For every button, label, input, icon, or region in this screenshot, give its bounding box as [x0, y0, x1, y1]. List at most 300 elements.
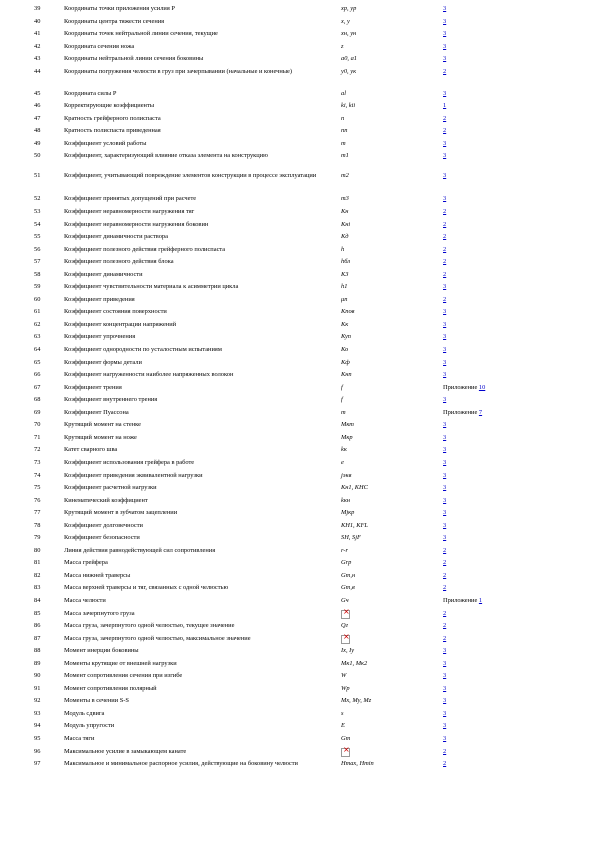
row-symbol: jэкв [341, 471, 352, 479]
row-description: Коэффициент Пуассона [64, 408, 129, 416]
row-reference [443, 259, 446, 266]
table-row [0, 761, 595, 783]
reference-link[interactable]: 3 [443, 358, 447, 366]
row-number: 97 [34, 760, 41, 768]
table-row [0, 234, 595, 247]
row-reference [443, 222, 446, 229]
row-description: Коэффициент внутреннего трения [64, 396, 158, 404]
row-number: 81 [34, 559, 41, 567]
reference-link[interactable]: 2 [443, 233, 447, 241]
reference-link[interactable]: 3 [443, 722, 447, 730]
reference-link[interactable]: 2 [443, 546, 447, 554]
row-number: 85 [34, 609, 41, 617]
row-number: 48 [34, 127, 41, 135]
table-row [0, 103, 595, 116]
reference-link[interactable]: 10 [478, 383, 486, 391]
table-row [0, 598, 595, 611]
reference-link[interactable]: 3 [443, 17, 447, 25]
row-number: 95 [34, 734, 41, 742]
row-description: Коэффициент трения [64, 383, 122, 391]
row-symbol: Кн1, КНС [341, 484, 368, 492]
row-reference [443, 347, 446, 354]
row-symbol: m [341, 139, 346, 147]
row-symbol: kк [341, 446, 347, 454]
reference-link[interactable]: 3 [443, 709, 447, 717]
row-reference [443, 585, 446, 592]
row-description: Координаты погружения челюсти в груз при зачерпывании (начальные и конечные) [64, 67, 293, 75]
row-description: Координата сечения ножа [64, 42, 135, 50]
row-number: 73 [34, 458, 41, 466]
row-description: Масса груза, зачерпнутого одной челюстью, максимальное значение [64, 634, 251, 642]
table-row [0, 460, 595, 473]
row-reference [443, 749, 446, 756]
row-reference [443, 56, 446, 63]
row-description: Коэффициент чувствительности материала к асимметрии цикла [64, 283, 239, 291]
row-reference [443, 535, 446, 542]
row-description: Катет сварного шва [64, 446, 118, 454]
reference-link[interactable]: 3 [443, 5, 447, 12]
row-reference [443, 397, 446, 404]
row-description: Масса челюсти [64, 596, 106, 604]
row-reference [443, 560, 446, 567]
row-number: 57 [34, 258, 41, 266]
reference-link[interactable]: 3 [443, 684, 447, 692]
row-number: 90 [34, 672, 41, 680]
row-description: Коэффициент приведения эквивалентной нагрузки [64, 471, 203, 479]
row-number: 68 [34, 396, 41, 404]
reference-link[interactable]: 2 [443, 634, 447, 642]
reference-link[interactable]: 2 [443, 747, 447, 755]
row-number: 92 [34, 697, 41, 705]
table-row [0, 284, 595, 297]
row-number: 59 [34, 283, 41, 291]
reference-link[interactable]: 3 [443, 433, 447, 441]
row-reference [443, 422, 446, 429]
row-description: Коэффициент безопасности [64, 534, 140, 542]
row-description: Линия действия равнодействующей сил сопротивления [64, 546, 216, 554]
row-description: Моменты крутящие от внешней нагрузки [64, 659, 177, 667]
row-description: Коэффициент неравномерности нагружения боковин [64, 220, 209, 228]
row-symbol: r-r [341, 546, 348, 554]
row-symbol: z [341, 42, 344, 50]
row-description: Коэффициент, характеризующий влияние отказа элемента на конструкцию [64, 152, 268, 160]
row-number: 65 [34, 358, 41, 366]
reference-link[interactable]: 3 [443, 346, 447, 354]
row-number: 79 [34, 534, 41, 542]
row-number: 49 [34, 139, 41, 147]
row-description: Масса верхней траверсы и тяг, связанных с одной челюстью [64, 584, 229, 592]
row-reference [443, 247, 446, 254]
row-description: Коэффициент состояния поверхности [64, 308, 167, 316]
row-description: Масса грейфера [64, 559, 108, 567]
reference-link[interactable]: 3 [443, 659, 447, 667]
row-symbol: f [341, 396, 343, 404]
row-reference [443, 19, 446, 26]
row-reference [443, 598, 482, 605]
row-number: 89 [34, 659, 41, 667]
table-row [0, 209, 595, 222]
row-description: Кратность полиспаста приведенная [64, 127, 161, 135]
row-symbol: a0, a1 [341, 55, 357, 63]
row-reference [443, 91, 446, 98]
row-number: 77 [34, 509, 41, 517]
row-number: 72 [34, 446, 41, 454]
row-reference [443, 360, 446, 367]
reference-link[interactable]: 3 [443, 42, 447, 50]
row-reference [443, 173, 446, 180]
row-symbol: Кнп [341, 371, 352, 379]
row-description: Коэффициент использования грейфера в работе [64, 458, 195, 466]
row-symbol: Куп [341, 333, 352, 341]
row-description: Моменты в сечении S-S [64, 697, 129, 705]
row-number: 63 [34, 333, 41, 341]
reference-link[interactable]: 2 [443, 127, 447, 135]
row-reference [443, 209, 446, 216]
row-reference [443, 723, 446, 730]
row-symbol: Gт,в [341, 584, 355, 592]
row-number: 78 [34, 521, 41, 529]
row-reference [443, 153, 446, 160]
reference-link[interactable]: 2 [443, 208, 447, 216]
symbol-table [0, 6, 595, 783]
row-description: Коэффициент полезного действия блока [64, 258, 174, 266]
row-symbol: h [341, 245, 345, 253]
table-row [0, 648, 595, 661]
row-reference [443, 234, 446, 241]
row-reference [443, 636, 446, 643]
row-description: Коэффициент однородности по усталостным испытаниям [64, 346, 222, 354]
reference-link[interactable]: 2 [443, 571, 447, 579]
reference-link[interactable]: 2 [443, 622, 447, 630]
reference-link[interactable]: 3 [443, 371, 447, 379]
row-symbol: m2 [341, 172, 349, 180]
row-symbol: Gч [341, 596, 349, 604]
reference-link[interactable]: 3 [443, 320, 447, 328]
table-row [0, 153, 595, 173]
row-description: Координаты нейтральной линии сечения боковины [64, 55, 204, 63]
row-symbol: e [341, 458, 344, 466]
row-reference [443, 6, 446, 13]
reference-link[interactable]: 2 [443, 245, 447, 253]
row-symbol: al [341, 89, 346, 97]
table-row [0, 560, 595, 573]
row-symbol: xн, yн [341, 30, 357, 38]
table-row [0, 372, 595, 385]
row-number: 61 [34, 308, 41, 316]
appendix-label: Приложение [443, 408, 479, 416]
row-number: 75 [34, 484, 41, 492]
table-row [0, 485, 595, 498]
reference-link[interactable]: 2 [443, 67, 447, 75]
row-symbol: nп [341, 127, 348, 135]
row-symbol: m1 [341, 152, 349, 160]
table-row [0, 736, 595, 749]
row-reference [443, 196, 446, 203]
reference-link[interactable]: 3 [443, 55, 447, 63]
row-number: 86 [34, 622, 41, 630]
row-reference [443, 103, 446, 110]
row-description: Крутящий момент в зубчатом зацеплении [64, 509, 178, 517]
row-number: 69 [34, 408, 41, 416]
row-description: Коэффициент концентрации напряжений [64, 320, 177, 328]
row-number: 82 [34, 571, 41, 579]
row-reference [443, 623, 446, 630]
row-symbol: Gт [341, 734, 351, 742]
row-description: Момент сопротивления сечения при изгибе [64, 672, 183, 680]
row-reference [443, 297, 446, 304]
row-description: Коэффициент условий работы [64, 139, 147, 147]
row-description: Координаты точек нейтральной линии сечения, текущие [64, 30, 218, 38]
row-symbol: КН1, КFL [341, 521, 368, 529]
table-row [0, 69, 595, 91]
row-description: Коэффициент формы детали [64, 358, 142, 366]
row-number: 91 [34, 684, 41, 692]
row-number: 43 [34, 55, 41, 63]
row-description: Коэффициент, учитывающий повреждение элементов конструкции в процессе эксплуатации [64, 172, 317, 180]
table-row [0, 397, 595, 410]
row-description: Коэффициент неравномерности нагружения тяг [64, 208, 195, 216]
row-symbol: Wp [341, 684, 350, 692]
reference-link[interactable]: 3 [443, 283, 447, 291]
table-row [0, 673, 595, 686]
row-reference [443, 272, 446, 279]
reference-link[interactable]: 3 [443, 458, 447, 466]
reference-link[interactable]: 2 [443, 559, 447, 567]
row-description: Коэффициент приведения [64, 295, 135, 303]
reference-link[interactable]: 3 [443, 509, 447, 517]
row-number: 67 [34, 383, 41, 391]
reference-link[interactable]: 3 [443, 139, 447, 147]
row-description: Коэффициент долговечности [64, 521, 143, 529]
table-row [0, 510, 595, 523]
row-number: 42 [34, 42, 41, 50]
row-number: 62 [34, 320, 41, 328]
table-row [0, 623, 595, 636]
row-reference [443, 141, 446, 148]
row-reference [443, 128, 446, 135]
row-symbol: Нmах, Нmin [341, 760, 374, 768]
reference-link[interactable]: 2 [443, 295, 447, 303]
row-number: 56 [34, 245, 41, 253]
row-reference [443, 736, 446, 743]
reference-link[interactable]: 3 [443, 471, 447, 479]
row-symbol: m3 [341, 195, 349, 203]
row-number: 87 [34, 634, 41, 642]
row-reference [443, 334, 446, 341]
row-number: 70 [34, 421, 41, 429]
row-symbol: μп [341, 295, 348, 303]
row-description: Масса зачерпнутого груза [64, 609, 135, 617]
row-symbol: К3 [341, 270, 349, 278]
row-number: 64 [34, 346, 41, 354]
row-description: Максимальное и минимальное распорное усилия, действующие на боковину челюсти [64, 760, 298, 768]
row-symbol: Мjкр [341, 509, 355, 517]
row-number: 76 [34, 496, 41, 504]
row-number: 54 [34, 220, 41, 228]
row-reference [443, 548, 446, 555]
table-row [0, 259, 595, 272]
row-number: 50 [34, 152, 41, 160]
row-reference [443, 410, 482, 417]
broken-image-icon [341, 749, 350, 761]
row-reference [443, 711, 446, 718]
reference-link[interactable]: 7 [478, 408, 483, 416]
row-description: Координата силы P [64, 89, 117, 97]
reference-link[interactable]: 2 [443, 270, 447, 278]
reference-link[interactable]: 3 [443, 172, 447, 180]
reference-link[interactable]: 3 [443, 30, 447, 38]
row-description: Масса тяги [64, 734, 95, 742]
row-reference [443, 523, 446, 530]
row-symbol: kкн [341, 496, 350, 504]
row-reference [443, 284, 446, 291]
row-number: 80 [34, 546, 41, 554]
row-number: 53 [34, 208, 41, 216]
row-symbol: Мк1, Мк2 [341, 659, 368, 667]
broken-image-icon [341, 636, 350, 648]
row-description: Коэффициент нагруженности наиболее напряженных волокон [64, 371, 234, 379]
row-description: Корректирующие коэффициенты [64, 102, 155, 110]
row-number: 74 [34, 471, 41, 479]
row-description: Масса груза, зачерпнутого одной челюстью, текущее значение [64, 622, 235, 630]
reference-link[interactable]: 3 [443, 152, 447, 160]
row-reference [443, 460, 446, 467]
reference-link[interactable]: 2 [443, 258, 447, 266]
broken-image-icon [341, 611, 350, 623]
row-description: Модуль упругости [64, 722, 115, 730]
row-symbol: SН, SjF [341, 534, 361, 542]
table-row [0, 31, 595, 44]
reference-link[interactable]: 3 [443, 421, 447, 429]
reference-link[interactable]: 2 [443, 114, 447, 122]
row-symbol: Gт,н [341, 571, 356, 579]
row-symbol: x, y [341, 17, 350, 25]
row-symbol: Мх, Му, Мz [341, 697, 372, 705]
row-description: Коэффициент упрочнения [64, 333, 136, 341]
reference-link[interactable]: 3 [443, 484, 447, 492]
table-row [0, 56, 595, 69]
reference-link[interactable]: 3 [443, 647, 447, 655]
row-symbol: E [341, 722, 345, 730]
row-symbol: Кф [341, 358, 350, 366]
appendix-label: Приложение [443, 383, 479, 391]
reference-link[interactable]: 1 [478, 596, 483, 604]
row-number: 94 [34, 722, 41, 730]
row-number: 88 [34, 647, 41, 655]
row-symbol: Qг [341, 622, 349, 630]
row-symbol: Ко [341, 346, 349, 354]
reference-link[interactable]: 3 [443, 496, 447, 504]
row-symbol: Мкр [341, 433, 353, 441]
row-description: Масса нижней траверсы [64, 571, 131, 579]
row-reference [443, 322, 446, 329]
row-number: 55 [34, 233, 41, 241]
row-reference [443, 611, 446, 618]
reference-link[interactable]: 3 [443, 333, 447, 341]
row-description: Крутящий момент на стенке [64, 421, 141, 429]
row-number: 46 [34, 102, 41, 110]
row-symbol: ki, kii [341, 102, 356, 110]
row-description: Крутящий момент на ноже [64, 433, 137, 441]
row-symbol: y0, yк [341, 67, 357, 75]
row-symbol: hбл [341, 258, 351, 266]
row-reference [443, 648, 446, 655]
row-symbol: h1 [341, 283, 348, 291]
reference-link[interactable]: 3 [443, 534, 447, 542]
row-symbol: Кн [341, 208, 349, 216]
row-number: 40 [34, 17, 41, 25]
row-description: Максимальное усилие в замыкающем канате [64, 747, 187, 755]
row-reference [443, 44, 446, 51]
row-reference [443, 372, 446, 379]
row-description: Момент инерции боковины [64, 647, 139, 655]
row-symbol: Кд [341, 233, 349, 241]
row-description: Модуль сдвига [64, 709, 105, 717]
row-number: 47 [34, 114, 41, 122]
row-reference [443, 498, 446, 505]
row-reference [443, 573, 446, 580]
reference-link[interactable]: 3 [443, 521, 447, 529]
row-reference [443, 447, 446, 454]
row-number: 60 [34, 295, 41, 303]
row-description: Коэффициент полезного действия грейферного полиспаста [64, 245, 226, 253]
reference-link[interactable]: 3 [443, 734, 447, 742]
reference-link[interactable]: 3 [443, 396, 447, 404]
row-description: Коэффициент динамичности [64, 270, 143, 278]
row-number: 41 [34, 30, 41, 38]
row-description: Коэффициент принятых допущений при расчете [64, 195, 197, 203]
reference-link[interactable]: 2 [443, 584, 447, 592]
row-symbol: s [341, 709, 344, 717]
row-number: 58 [34, 270, 41, 278]
row-reference [443, 309, 446, 316]
row-description: Кратность грейферного полиспаста [64, 114, 161, 122]
row-reference [443, 385, 485, 392]
row-symbol: m [341, 408, 346, 416]
row-number: 83 [34, 584, 41, 592]
reference-link[interactable]: 3 [443, 446, 447, 454]
reference-link[interactable]: 3 [443, 89, 447, 97]
reference-link[interactable]: 1 [443, 102, 447, 110]
reference-link[interactable]: 2 [443, 609, 447, 617]
row-symbol: f [341, 383, 343, 391]
reference-link[interactable]: 2 [443, 220, 447, 228]
row-description: Коэффициент динамичности раствора [64, 233, 168, 241]
reference-link[interactable]: 3 [443, 672, 447, 680]
appendix-label: Приложение [443, 596, 479, 604]
row-description: Кинематический коэффициент [64, 496, 148, 504]
row-symbol: Кнi [341, 220, 351, 228]
reference-link[interactable]: 3 [443, 195, 447, 203]
reference-link[interactable]: 3 [443, 697, 447, 705]
table-row [0, 6, 595, 19]
row-number: 45 [34, 89, 41, 97]
row-number: 44 [34, 67, 41, 75]
row-reference [443, 31, 446, 38]
table-row [0, 535, 595, 548]
row-number: 84 [34, 596, 41, 604]
row-reference [443, 485, 446, 492]
table-row [0, 173, 595, 196]
table-row [0, 422, 595, 435]
row-description: Коэффициент расчетной нагрузки [64, 484, 157, 492]
row-number: 71 [34, 433, 41, 441]
table-row [0, 347, 595, 360]
reference-link[interactable]: 2 [443, 760, 447, 768]
row-reference [443, 686, 446, 693]
reference-link[interactable]: 3 [443, 308, 447, 316]
row-symbol: Grp [341, 559, 352, 567]
